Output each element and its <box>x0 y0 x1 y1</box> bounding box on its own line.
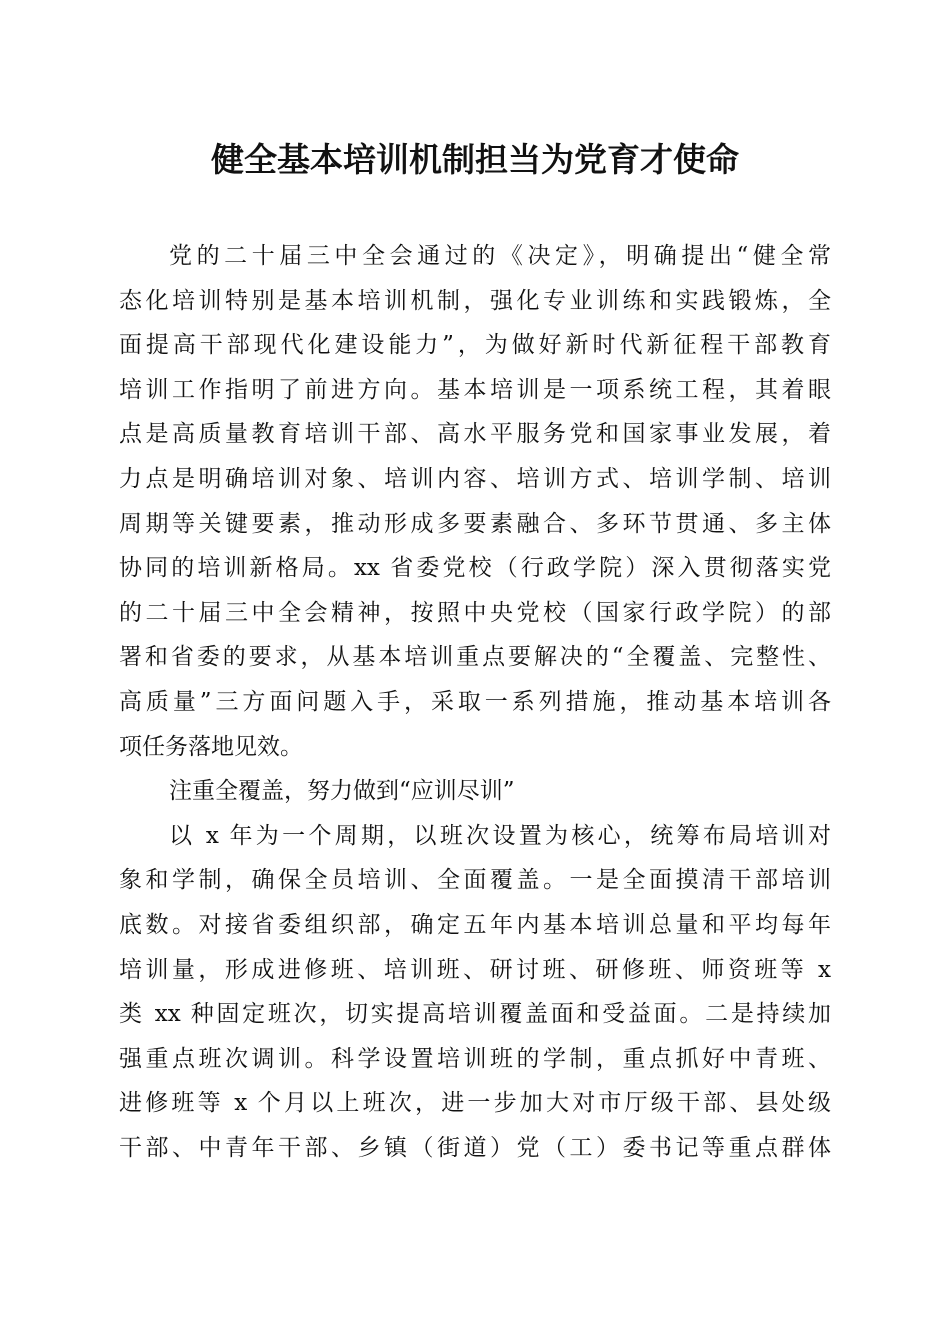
paragraph-2-line-6: 强重点班次调训。科学设置培训班的学制，重点抓好中青班、 <box>119 1045 831 1072</box>
paragraph-1-line-11: 高质量”三方面问题入手，采取一系列措施，推动基本培训各 <box>119 688 831 715</box>
paragraph-1-line-12: 项任务落地见效。 <box>119 733 303 760</box>
paragraph-2-line-8: 干部、中青年干部、乡镇（街道）党（工）委书记等重点群体 <box>119 1134 831 1161</box>
paragraph-2-line-7: 进修班等 x 个月以上班次，进一步加大对市厅级干部、县处级 <box>119 1090 831 1117</box>
paragraph-2-line-5: 类 xx 种固定班次，切实提高培训覆盖面和受益面。二是持续加 <box>119 1001 831 1028</box>
paragraph-2-line-1: 以 x 年为一个周期，以班次设置为核心，统筹布局培训对 <box>169 822 831 849</box>
paragraph-1-line-3: 面提高干部现代化建设能力”，为做好新时代新征程干部教育 <box>119 332 831 359</box>
document-title: 健全基本培训机制担当为党育才使命 <box>211 140 739 179</box>
paragraph-2-line-2: 象和学制，确保全员培训、全面覆盖。一是全面摸清干部培训 <box>119 867 831 894</box>
paragraph-1-line-1: 党的二十届三中全会通过的《决定》，明确提出“健全常 <box>169 243 831 269</box>
paragraph-1-line-4: 培训工作指明了前进方向。基本培训是一项系统工程，其着眼 <box>119 376 831 403</box>
section-heading: 注重全覆盖，努力做到“应训尽训” <box>169 778 515 805</box>
paragraph-2-line-4: 培训量，形成进修班、培训班、研讨班、研修班、师资班等 x <box>119 956 831 983</box>
paragraph-1-line-2: 态化培训特别是基本培训机制，强化专业训练和实践锻炼，全 <box>119 287 831 314</box>
paragraph-1-line-9: 的二十届三中全会精神，按照中央党校（国家行政学院）的部 <box>119 599 831 626</box>
paragraph-1-line-5: 点是高质量教育培训干部、高水平服务党和国家事业发展，着 <box>119 421 831 448</box>
paragraph-1-line-10: 署和省委的要求，从基本培训重点要解决的“全覆盖、完整性、 <box>119 644 831 671</box>
paragraph-2-line-3: 底数。对接省委组织部，确定五年内基本培训总量和平均每年 <box>119 911 831 938</box>
paragraph-1-line-6: 力点是明确培训对象、培训内容、培训方式、培训学制、培训 <box>119 465 831 492</box>
paragraph-1-line-7: 周期等关键要素，推动形成多要素融合、多环节贯通、多主体 <box>119 510 831 537</box>
paragraph-1-line-8: 协同的培训新格局。xx 省委党校（行政学院）深入贯彻落实党 <box>119 555 831 582</box>
document-body <box>119 234 831 1170</box>
